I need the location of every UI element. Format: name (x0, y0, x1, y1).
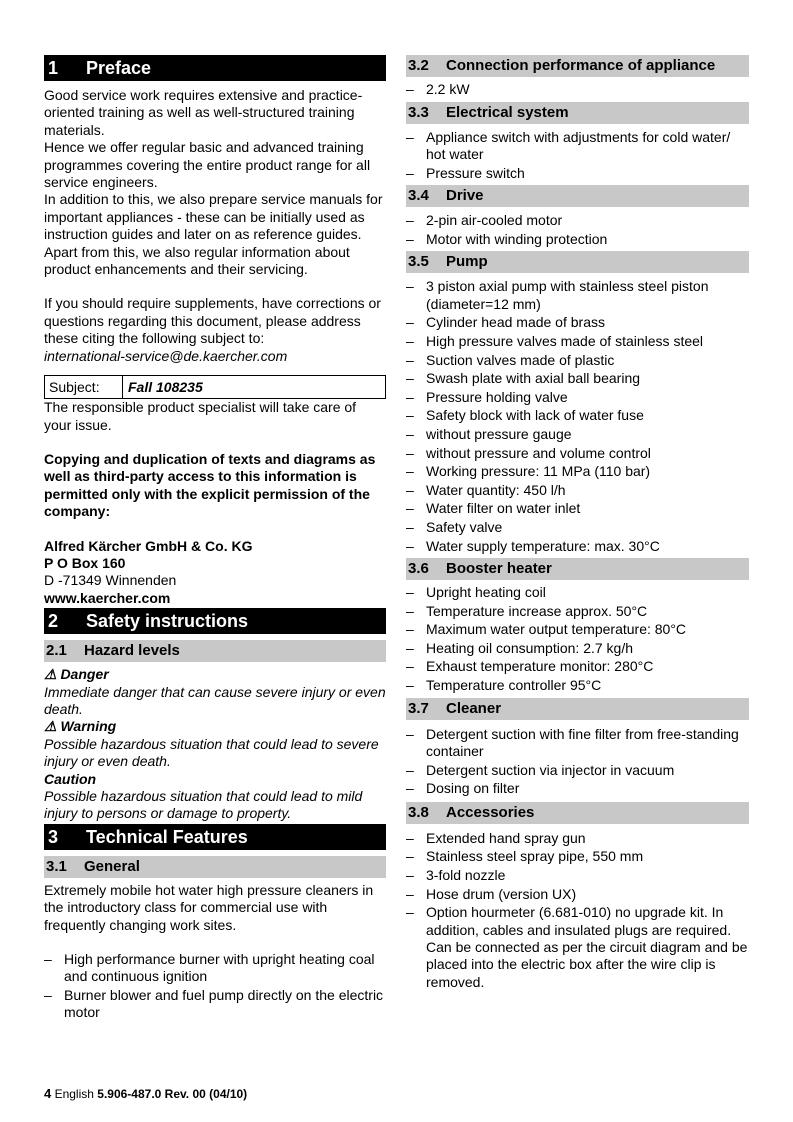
left-column (44, 55, 386, 1023)
preface-para-1: Good service work requires extensive and practice-oriented training as well as well-structured training materials. (44, 87, 363, 138)
document-number: 5.906-487.0 Rev. 00 (04/10) (97, 1087, 248, 1101)
list-item: – Safety valve (406, 519, 749, 536)
section-3-7-heading: 3.7 Cleaner (406, 698, 749, 720)
booster-heater-list (406, 584, 749, 694)
list-item: – Suction valves made of plastic (406, 352, 749, 369)
list-item: – Detergent suction via injector in vacuum (406, 762, 749, 779)
caution-text: Possible hazardous situation that could lead to mild injury to persons or damage to property. (44, 788, 363, 822)
list-item: – Option hourmeter (6.681-010) no upgrade kit. In addition, cables and insulated plugs are required. Can be connected as per the circuit diagram and be placed into the electric box after the wire clip is removed. (406, 904, 749, 991)
section-2-heading: 2 Safety instructions (44, 608, 386, 634)
specialist-text: The responsible product specialist will take care of your issue. (44, 399, 357, 433)
list-item: – Working pressure: 11 MPa (110 bar) (406, 463, 749, 480)
section-3-4-heading: 3.4 Drive (406, 185, 749, 207)
section-3-3-heading: 3.3 Electrical system (406, 102, 749, 124)
list-item: – Temperature controller 95°C (406, 677, 749, 694)
danger-title: ⚠ Danger (44, 666, 109, 683)
section-3-heading: 3 Technical Features (44, 824, 386, 850)
list-item: – Detergent suction with fine filter from free-standing container (406, 726, 749, 761)
list-item: – High pressure valves made of stainless steel (406, 333, 749, 350)
section-3-2-heading: 3.2 Connection performance of appliance (406, 55, 749, 77)
website: www.kaercher.com (44, 589, 171, 606)
section-3-1-heading: 3.1 General (44, 856, 386, 878)
list-item: – Safety block with lack of water fuse (406, 407, 749, 424)
page-footer (44, 1086, 247, 1101)
city: D -71349 Winnenden (44, 572, 177, 589)
list-item: – Burner blower and fuel pump directly on the electric motor (44, 987, 386, 1022)
preface-para-5: If you should require supplements, have corrections or questions regarding this document, please address these citing the following subject to: (44, 295, 381, 347)
list-item: – 2-pin air-cooled motor (406, 212, 749, 229)
footer-language: English (54, 1087, 94, 1101)
list-item: – Water quantity: 450 l/h (406, 482, 749, 499)
list-item: – without pressure gauge (406, 426, 749, 443)
preface-para-2: Hence we offer regular basic and advanced training programmes covering the entire product range for all service engineers. (44, 139, 371, 191)
list-item: – Stainless steel spray pipe, 550 mm (406, 848, 749, 865)
list-item: – Pressure switch (406, 165, 749, 182)
warning-title: ⚠ Warning (44, 718, 117, 735)
section-3-5-heading: 3.5 Pump (406, 251, 749, 273)
section-2-1-heading: 2.1 Hazard levels (44, 640, 386, 662)
right-column (406, 55, 749, 992)
cleaner-list (406, 726, 749, 798)
list-item: – Upright heating coil (406, 584, 749, 601)
electrical-list (406, 129, 749, 182)
preface-para-4: Apart from this, we also regular information about product enhancements and their servicing. (44, 243, 350, 278)
preface-para-3: In addition to this, we also prepare service manuals for important appliances - these can be initially used as instruction guides and later on as reference guides. (44, 191, 383, 243)
subject-box (44, 375, 386, 399)
list-item: – without pressure and volume control (406, 445, 749, 462)
subject-value: Fall 108235 (128, 379, 203, 396)
pump-list (406, 278, 749, 555)
list-item: – High performance burner with upright heating coal and continuous ignition (44, 951, 386, 986)
list-item: – Temperature increase approx. 50°C (406, 603, 749, 620)
list-item: – Water supply temperature: max. 30°C (406, 538, 749, 555)
list-item: – 2.2 kW (406, 81, 749, 98)
general-text: Extremely mobile hot water high pressure cleaners in the introductory class for commercial use with frequently changing work sites. (44, 881, 374, 933)
service-email: international-service@de.kaercher.com (44, 347, 288, 364)
list-item: – Extended hand spray gun (406, 830, 749, 847)
list-item: – Maximum water output temperature: 80°C (406, 621, 749, 638)
copyright-notice: Copying and duplication of texts and diagrams as well as third-party access to this information is permitted only with the explicit permission of the company: (44, 450, 376, 520)
list-item: – Water filter on water inlet (406, 500, 749, 517)
company-name: Alfred Kärcher GmbH & Co. KG (44, 537, 253, 554)
drive-list (406, 212, 749, 248)
list-item: – Motor with winding protection (406, 231, 749, 248)
danger-text: Immediate danger that can cause severe injury or even death. (44, 683, 386, 717)
list-item: – Cylinder head made of brass (406, 314, 749, 331)
accessories-list (406, 830, 749, 991)
warning-text: Possible hazardous situation that could lead to severe injury or even death. (44, 735, 379, 770)
po-box: P O Box 160 (44, 554, 126, 571)
section-3-6-heading: 3.6 Booster heater (406, 558, 749, 580)
section-1-heading: 1 Preface (44, 55, 386, 81)
list-item: – Pressure holding valve (406, 389, 749, 406)
list-item: – Swash plate with axial ball bearing (406, 370, 749, 387)
general-list (44, 951, 386, 1022)
list-item: – Heating oil consumption: 2.7 kg/h (406, 640, 749, 657)
page-number: 4 (44, 1086, 52, 1101)
list-item: – Hose drum (version UX) (406, 886, 749, 903)
subject-label: Subject: (45, 376, 123, 398)
list-item: – 3 piston axial pump with stainless steel piston (diameter=12 mm) (406, 278, 749, 313)
list-item: – Dosing on filter (406, 780, 749, 797)
caution-title: Caution (44, 770, 97, 787)
list-item: – Appliance switch with adjustments for cold water/ hot water (406, 129, 749, 164)
section-3-8-heading: 3.8 Accessories (406, 802, 749, 824)
connection-list (406, 81, 749, 98)
list-item: – 3-fold nozzle (406, 867, 749, 884)
list-item: – Exhaust temperature monitor: 280°C (406, 658, 749, 675)
